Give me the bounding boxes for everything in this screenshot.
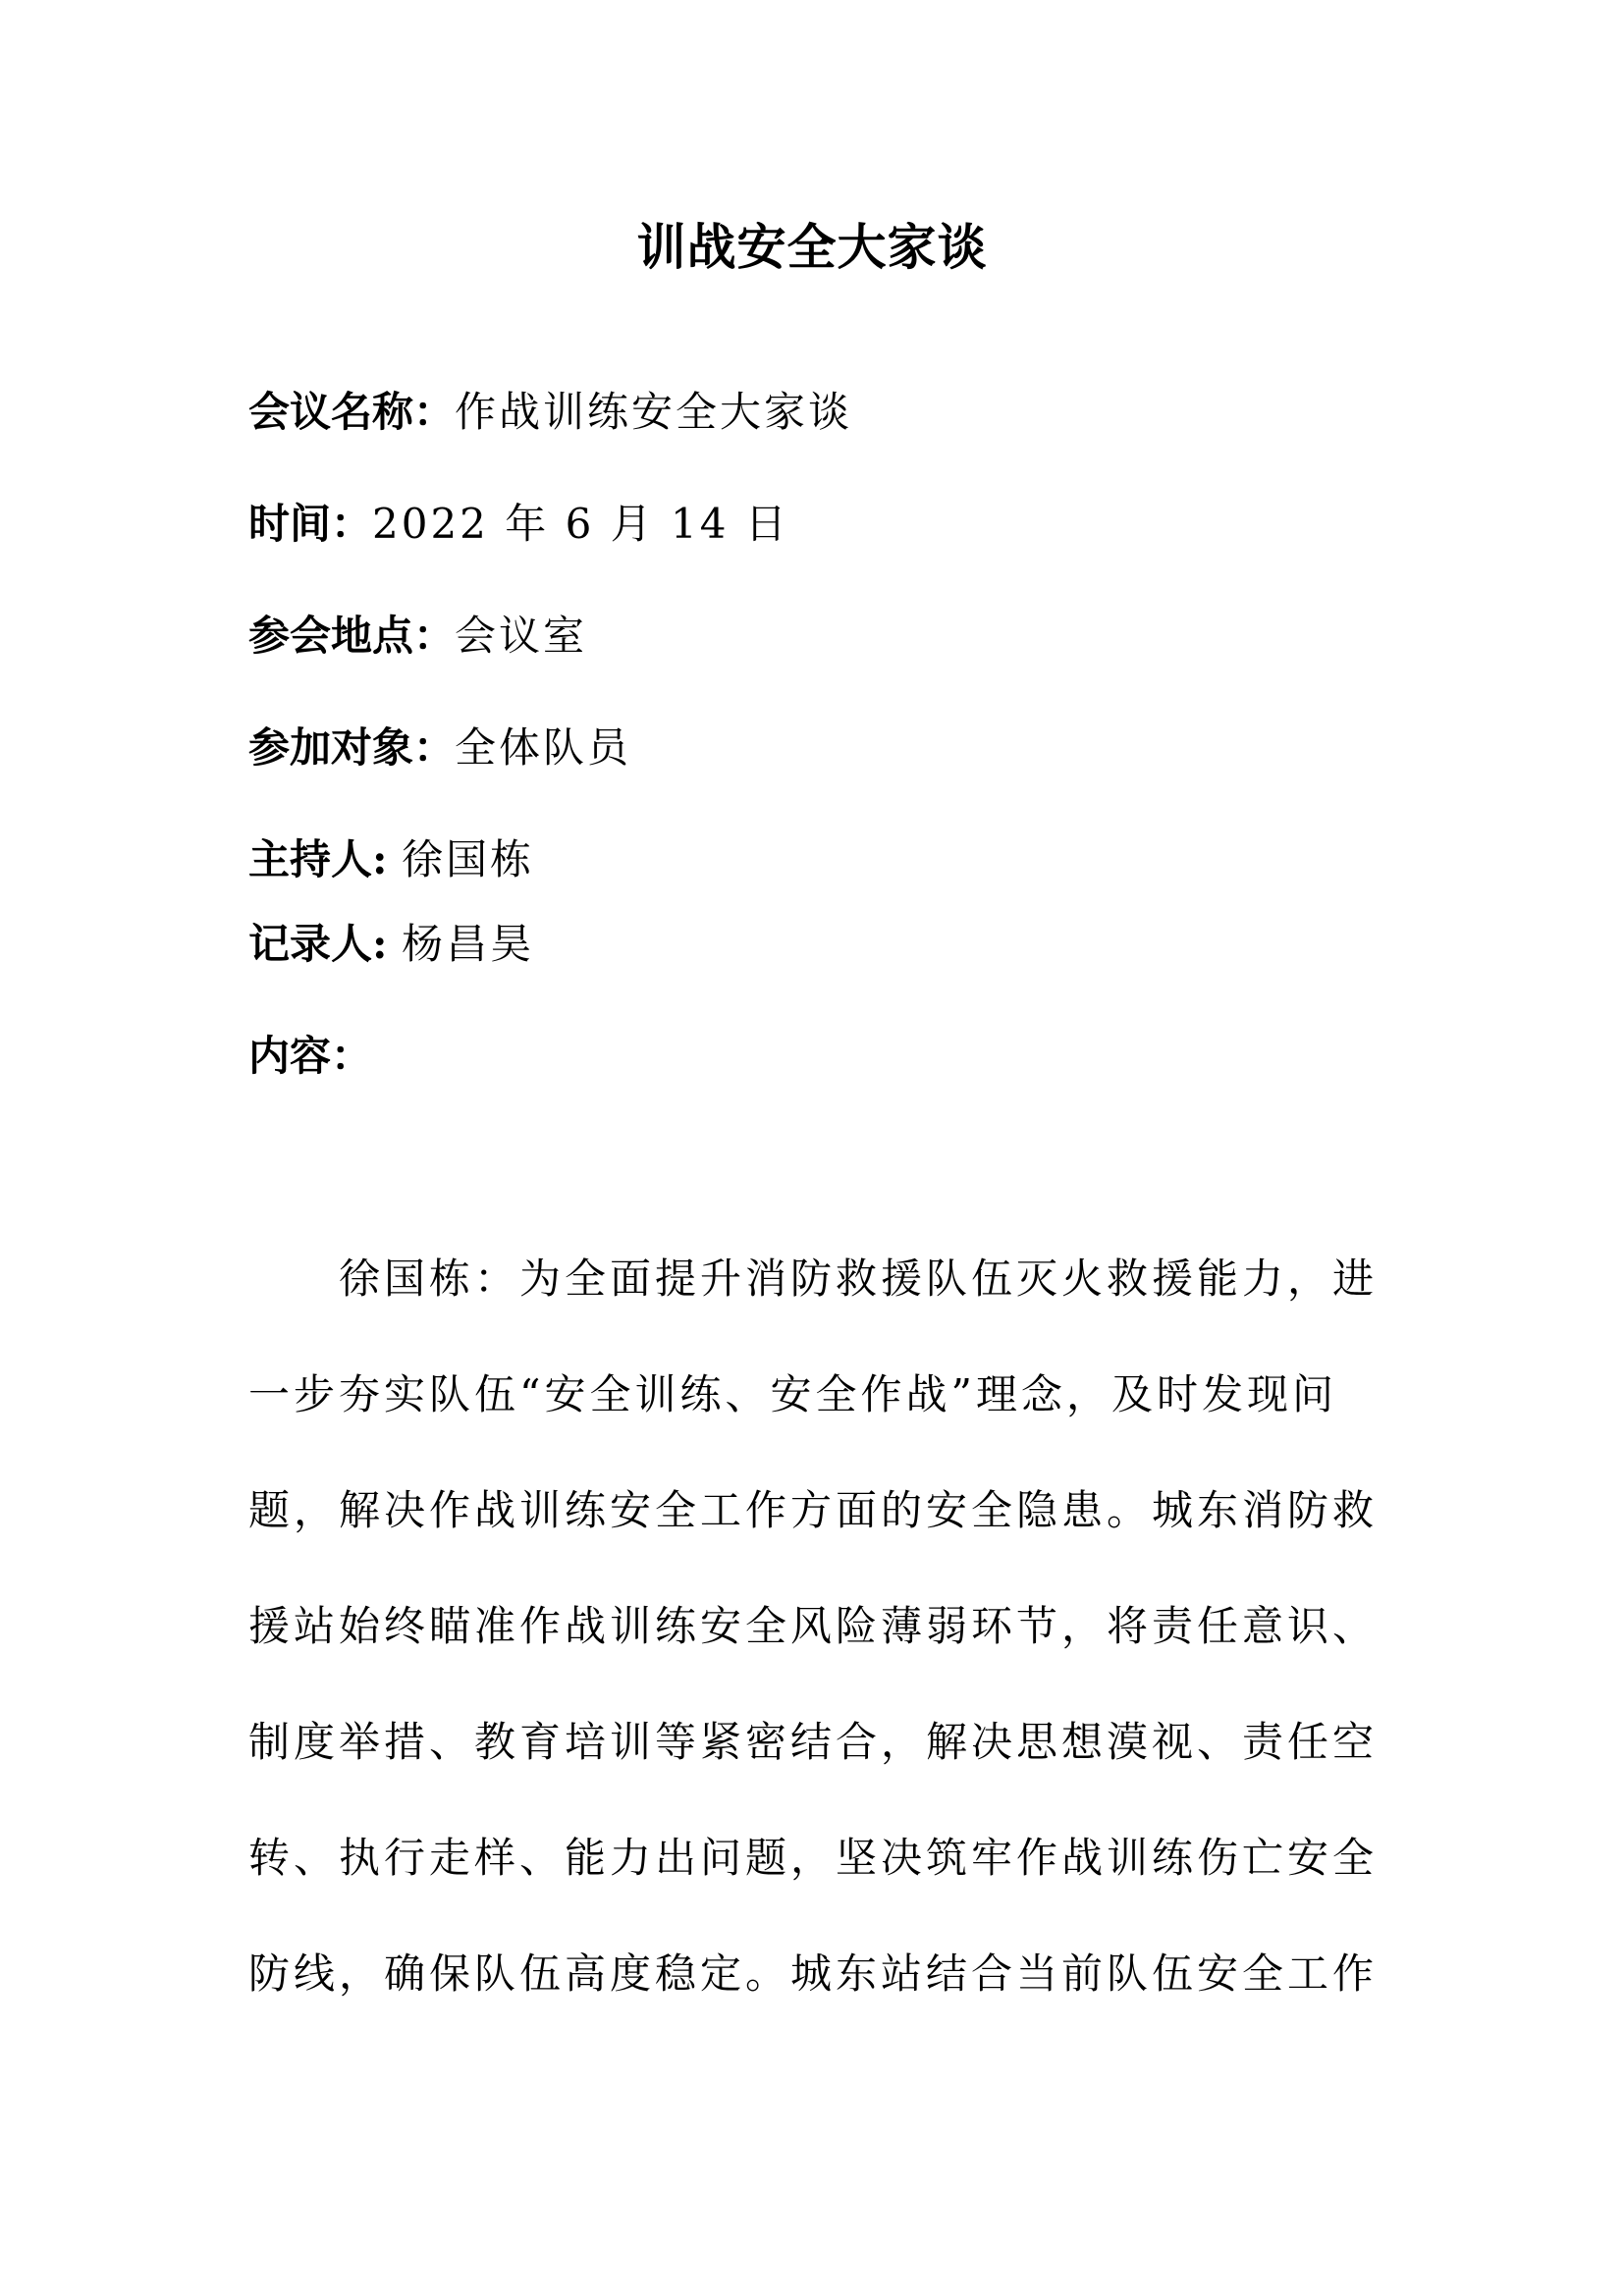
field-value: 全体队员 bbox=[455, 723, 632, 772]
field-host bbox=[248, 832, 534, 887]
paragraph-line: 徐国栋：为全面提升消防救援队伍灭火救援能力，进 bbox=[339, 1255, 1379, 1303]
field-label: 主持人: bbox=[248, 835, 403, 883]
field-meeting-name bbox=[248, 385, 852, 440]
field-attendees bbox=[248, 721, 631, 775]
field-label: 会议名称： bbox=[248, 388, 456, 436]
paragraph-line: 转、执行走样、能力出问题，坚决筑牢作战训练伤亡安全 bbox=[248, 1834, 1379, 1882]
field-location bbox=[248, 609, 587, 664]
field-value: 2022 年 6 月 14 日 bbox=[372, 500, 789, 548]
field-value: 作战训练安全大家谈 bbox=[455, 388, 853, 436]
content-paragraph bbox=[248, 1221, 1387, 2032]
paragraph-line: 援站始终瞄准作战训练安全风险薄弱环节，将责任意识、 bbox=[248, 1602, 1379, 1650]
paragraph-line: 防线，确保队伍高度稳定。城东站结合当前队伍安全工作 bbox=[248, 1949, 1379, 1998]
field-value: 杨昌昊 bbox=[402, 920, 535, 968]
paragraph-line: 制度举措、教育培训等紧密结合，解决思想漠视、责任空 bbox=[248, 1718, 1379, 1766]
field-label: 记录人: bbox=[248, 920, 403, 968]
field-label: 参会地点： bbox=[248, 612, 456, 660]
field-label: 内容： bbox=[248, 1032, 373, 1080]
field-value: 会议室 bbox=[455, 612, 588, 660]
paragraph-line: 题，解决作战训练安全工作方面的安全隐患。城东消防救 bbox=[248, 1486, 1379, 1534]
field-content bbox=[248, 1029, 372, 1084]
field-value: 徐国栋 bbox=[402, 835, 535, 883]
field-label: 时间： bbox=[248, 500, 373, 548]
paragraph-line: 一步夯实队伍“安全训练、安全作战”理念，及时发现问 bbox=[248, 1370, 1337, 1418]
document-title: 训战安全大家谈 bbox=[636, 218, 988, 276]
field-label: 参加对象： bbox=[248, 723, 456, 772]
field-time bbox=[248, 497, 789, 552]
field-recorder bbox=[248, 917, 534, 972]
